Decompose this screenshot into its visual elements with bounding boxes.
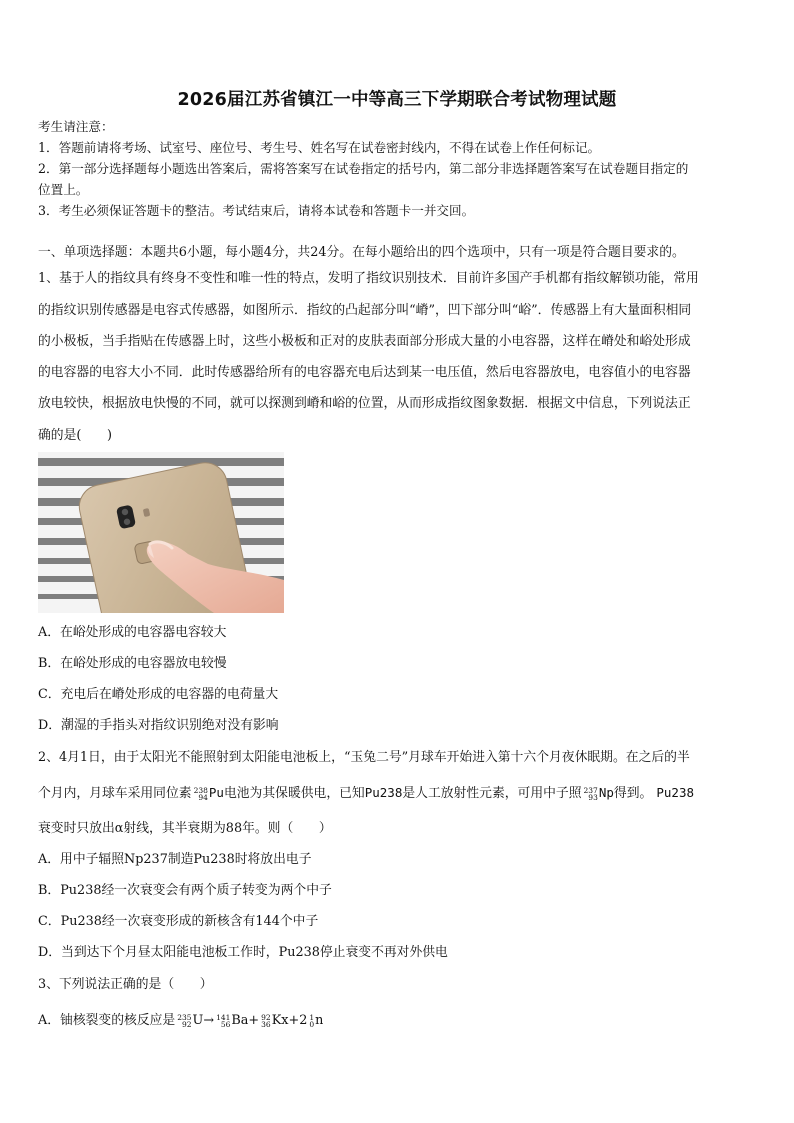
np-atomic-number: 93	[588, 792, 598, 802]
kr-isotope-numbers	[261, 1014, 271, 1028]
q2-option-d: D．当到达下个月昼太阳能电池板工作时，Pu238停止衰变不再对外供电	[38, 945, 448, 960]
notice-item-2: 2．第一部分选择题每小题选出答案后，需将答案写在试卷指定的括号内，第二部分非选择题答案写在试卷题目指定的	[38, 161, 689, 176]
pu238-label: Pu238	[364, 785, 403, 800]
q2-line-3: 衰变时只放出α射线，其半衰期为88年。则（ ）	[38, 821, 332, 836]
q1-option-c: C．充电后在嵴处形成的电容器的电荷量大	[38, 687, 279, 702]
pu238-label-2: Pu238	[656, 785, 695, 800]
q1-option-d: D．潮湿的手指头对指纹识别绝对没有影响	[38, 718, 279, 733]
q3-option-a	[38, 1012, 758, 1030]
ba-mass-number: 141	[216, 1012, 231, 1022]
q1-line-5: 放电较快，根据放电快慢的不同，就可以探测到嵴和峪的位置，从而形成指纹图象数据．根据文中信息，下列说法正	[38, 396, 691, 411]
phone-photo-illustration	[38, 452, 284, 613]
ba-symbol: Ba+	[231, 1013, 260, 1028]
q1-line-3: 的小极板，当手指贴在传感器上时，这些小极板和正对的皮肤表面部分形成大量的小电容器，这样在嵴处和峪处形成	[38, 334, 691, 349]
q3-option-a-prefix: A．铀核裂变的核反应是	[38, 1013, 176, 1028]
q2-option-a: A．用中子辐照Np237制造Pu238时将放出电子	[38, 852, 312, 867]
q2-text-c: 是人工放射性元素，可用中子照	[402, 786, 582, 801]
q2-line-1: 2、4月1日，由于太阳光不能照射到太阳能电池板上，“玉兔二号”月球车开始进入第十六个月夜休眠期。在之后的半	[38, 750, 690, 765]
q2-option-b: B．Pu238经一次衰变会有两个质子转变为两个中子	[38, 883, 332, 898]
kr-symbol: Kx+2	[271, 1013, 308, 1028]
q1-line-1: 1、基于人的指纹具有终身不变性和唯一性的特点，发明了指纹识别技术．目前许多国产手机都有指纹解锁功能，常用	[38, 271, 699, 286]
ba-atomic-number: 56	[220, 1019, 231, 1029]
q3-stem: 3、下列说法正确的是（ ）	[38, 977, 213, 992]
np-isotope-numbers	[584, 787, 598, 801]
u-symbol: U→	[192, 1013, 215, 1028]
u-atomic-number: 92	[182, 1019, 192, 1029]
u-isotope-numbers	[177, 1014, 191, 1028]
n-symbol: n	[315, 1013, 324, 1028]
q1-line-6: 确的是( )	[38, 428, 112, 443]
n-atomic-number: 0	[309, 1019, 315, 1029]
np-mass-number: 237	[583, 785, 598, 795]
notice-item-3: 3．考生必须保证答题卡的整洁。考试结束后，请将本试卷和答题卡一并交回。	[38, 203, 475, 218]
page-title: 2026届江苏省镇江一中等高三下学期联合考试物理试题	[177, 90, 617, 110]
kr-atomic-number: 36	[261, 1019, 271, 1029]
q1-line-2: 的指纹识别传感器是电容式传感器，如图所示．指纹的凸起部分叫“嵴”，凹下部分叫“峪”．传感器上有大量面积相同	[38, 303, 692, 318]
notice-heading: 考生请注意：	[38, 119, 114, 134]
u-mass-number: 235	[177, 1012, 192, 1022]
section-heading: 一、单项选择题：本题共6小题，每小题4分，共24分。在每小题给出的四个选项中，只有一项是符合题目要求的。	[38, 245, 685, 260]
q2-text-b: 电池为其保暖供电，已知	[223, 786, 365, 801]
n-isotope-numbers	[309, 1014, 314, 1028]
np-symbol: Np	[598, 785, 614, 800]
pu-symbol: Pu	[208, 785, 224, 800]
q1-option-a: A．在峪处形成的电容器电容较大	[38, 625, 227, 640]
q2-text-d: 得到。	[613, 786, 653, 801]
pu-mass-number: 238	[193, 785, 208, 795]
q1-line-4: 的电容器的电容大小不同．此时传感器给所有的电容器充电后达到某一电压值，然后电容器放电，电容值小的电容器	[38, 365, 691, 380]
ba-isotope-numbers	[216, 1014, 230, 1028]
q2-option-c: C．Pu238经一次衰变形成的新核含有144个中子	[38, 914, 319, 929]
q2-text-a: 个月内，月球车采用同位素	[38, 786, 192, 801]
fingerprint-phone-photo	[38, 452, 284, 613]
q2-line-2	[38, 784, 758, 803]
q1-option-b: B．在峪处形成的电容器放电较慢	[38, 656, 227, 671]
notice-item-2-cont: 位置上。	[38, 182, 89, 197]
notice-item-1: 1．答题前请将考场、试室号、座位号、考生号、姓名写在试卷密封线内，不得在试卷上作任何标记。	[38, 140, 601, 155]
n-mass-number: 1	[309, 1012, 315, 1022]
pu-atomic-number: 94	[198, 792, 208, 802]
kr-mass-number: 92	[261, 1012, 271, 1022]
pu-isotope-numbers	[194, 787, 208, 801]
